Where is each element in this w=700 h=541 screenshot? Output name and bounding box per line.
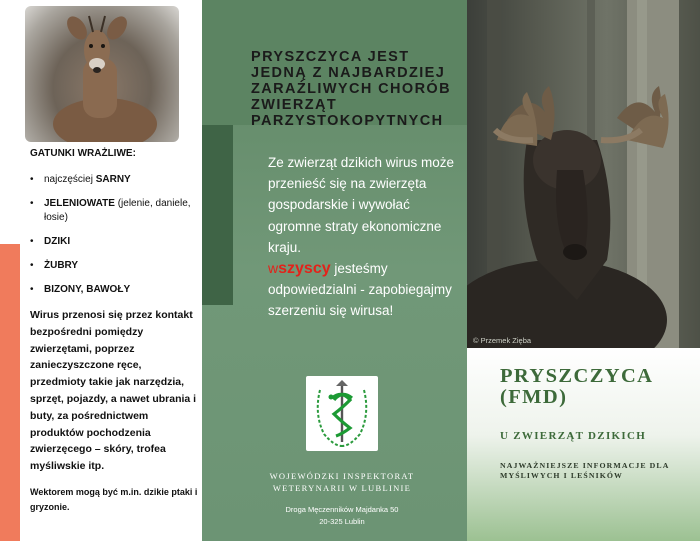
vectors-text: Wektorem mogą być m.in. dzikie ptaki i gryzonie. xyxy=(30,486,198,512)
subtitle: U ZWIERZĄT DZIKICH xyxy=(500,430,647,442)
moose-photo xyxy=(467,0,700,348)
left-panel xyxy=(0,0,202,541)
title: PRYSZCZYCA (FMD) xyxy=(500,365,653,408)
dark-stripe xyxy=(202,125,233,305)
body-text xyxy=(268,152,458,322)
species-list xyxy=(30,173,200,297)
accent-bar xyxy=(0,244,20,541)
audience-note: NAJWAŻNIEJSZE INFORMACJE DLA MYŚLIWYCH I LEŚNIKÓW xyxy=(500,461,669,480)
address-line-2: 20-325 Lublin xyxy=(319,517,365,526)
middle-panel xyxy=(202,0,467,541)
species-item: • DZIKI xyxy=(30,235,200,249)
species-item: • BIZONY, BAWOŁY xyxy=(30,283,200,297)
emphasis-word: szyscy xyxy=(278,260,331,278)
headline: PRYSZCZYCA JEST JEDNĄ Z NAJBARDZIEJ ZARAŹLIWYCH CHORÓB ZWIERZĄT PARZYSTOKOPYTNYCH xyxy=(251,49,451,129)
institution-name: WOJEWÓDZKI INSPEKTORAT WETERYNARII W LUBLINIE xyxy=(269,471,415,493)
emphasis-paragraph xyxy=(268,258,458,322)
species-item: • najczęściej SARNY xyxy=(30,173,200,187)
left-content xyxy=(30,148,200,515)
species-item: • JELENIOWATE (jelenie, daniele, łosie) xyxy=(30,197,200,225)
right-panel xyxy=(467,0,700,541)
roe-deer-photo xyxy=(25,6,179,142)
species-item: • ŻUBRY xyxy=(30,259,200,273)
emphasis-first-letter: w xyxy=(268,260,279,277)
address-line-1: Droga Męczenników Majdanka 50 xyxy=(285,505,399,514)
body-paragraph: Ze zwierząt dzikich wirus może przenieść się na zwierzęta gospodarskie i wywołać ogromne straty ekonomiczne kraju. xyxy=(268,155,455,255)
closing-text: jesteśmy odpowiedzialni - zapobiegajmy szerzeniu się wirusa! xyxy=(268,261,452,319)
transmission-text: Wirus przenosi się przez kontakt bezpośredni pomiędzy zwierzętami, poprzez zanieczyszczone ręce, przedmioty takie jak narzędzia, sprzęt, pojazdy, a nawet ubrania i buty, za pośrednictwem produktów pochodzenia zwierzęcego – skóry, trofea myśliwskie itp. xyxy=(30,309,197,473)
veterinary-caduceus-logo xyxy=(306,376,378,451)
species-heading: GATUNKI WRAŻLIWE: xyxy=(30,148,136,159)
photo-credit: © Przemek Zięba xyxy=(473,336,532,345)
